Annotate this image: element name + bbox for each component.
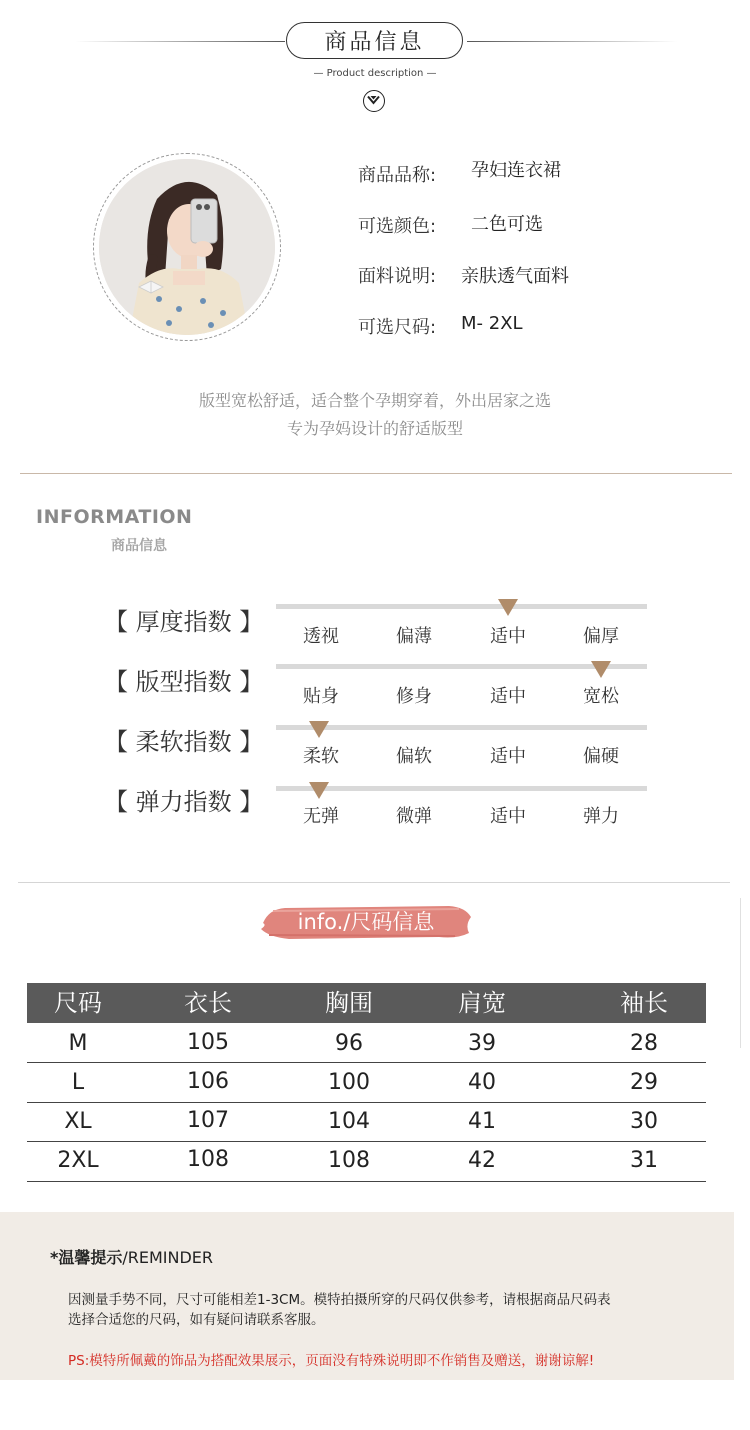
chevron-down-icon (363, 90, 385, 112)
section-title: 商品信息 (286, 22, 463, 59)
scale-option: 适中 (490, 806, 526, 827)
table-cell: 100 (328, 1070, 370, 1095)
row-divider (27, 1181, 706, 1182)
column-header: 袖长 (620, 989, 668, 1017)
table-cell: 28 (630, 1031, 658, 1056)
description-line-2: 专为孕妈设计的舒适版型 (286, 419, 463, 438)
spec-label-fabric: 面料说明: (358, 266, 437, 287)
index-label: 【 版型指数 】 (104, 668, 264, 696)
table-cell: 42 (468, 1148, 496, 1173)
description-line-1: 版型宽松舒适，适合整个孕期穿着，外出居家之选 (198, 391, 551, 410)
scale-option: 偏硬 (583, 746, 619, 767)
scale-marker (591, 661, 611, 678)
section-subtitle: — Product description — (313, 68, 437, 79)
information-subtitle: 商品信息 (111, 538, 167, 554)
index-label: 【 弹力指数 】 (104, 788, 264, 816)
scale-option: 无弹 (303, 806, 339, 827)
reminder-title (50, 1245, 213, 1268)
spec-label-color: 可选颜色: (358, 216, 437, 237)
reminder-title-en: /REMINDER (122, 1248, 214, 1267)
spec-value-size: M- 2XL (461, 313, 523, 334)
table-cell: 108 (328, 1148, 370, 1173)
scale-option: 适中 (490, 746, 526, 767)
table-cell: 107 (187, 1108, 229, 1133)
scale-marker (309, 721, 329, 738)
column-header: 胸围 (325, 989, 373, 1017)
header-divider-right (467, 41, 677, 42)
reminder-line-1: 因测量手势不同，尺寸可能相差1-3CM。模特拍摄所穿的尺码仅供参考，请根据商品尺码表 (68, 1292, 611, 1308)
table-cell: 29 (630, 1070, 658, 1095)
table-cell: M (68, 1031, 88, 1056)
table-cell: 105 (187, 1030, 229, 1055)
scale-option: 弹力 (583, 806, 619, 827)
scale-option: 透视 (303, 626, 339, 647)
column-header: 尺码 (54, 989, 102, 1017)
reminder-ps: PS:模特所佩戴的饰品为搭配效果展示，页面没有特殊说明即不作销售及赠送，谢谢谅解! (68, 1353, 595, 1369)
information-title: INFORMATION (36, 506, 193, 528)
scale-option: 贴身 (303, 686, 339, 707)
scale-option: 修身 (396, 686, 432, 707)
scale-option: 微弹 (396, 806, 432, 827)
table-cell: 104 (328, 1109, 370, 1134)
table-cell: 30 (630, 1109, 658, 1134)
table-cell: 39 (468, 1031, 496, 1056)
spec-value-color: 二色可选 (471, 214, 543, 235)
spec-value-fabric: 亲肤透气面料 (461, 266, 569, 287)
spec-label-size: 可选尺码: (358, 317, 437, 338)
model-photo (99, 159, 275, 335)
table-cell: 41 (468, 1109, 496, 1134)
size-info-title: info./尺码信息 (297, 910, 435, 934)
scale-marker (498, 599, 518, 616)
table-cell: XL (64, 1109, 92, 1134)
scale-option: 适中 (490, 626, 526, 647)
table-cell: 108 (187, 1147, 229, 1172)
table-cell: 40 (468, 1070, 496, 1095)
scale-option: 柔软 (303, 746, 339, 767)
column-header: 肩宽 (458, 989, 506, 1017)
spec-label-name: 商品品称: (358, 165, 437, 186)
reminder-line-2: 选择合适您的尺码，如有疑问请联系客服。 (68, 1312, 325, 1328)
scale-line (276, 725, 647, 730)
spec-value-name: 孕妇连衣裙 (471, 160, 561, 181)
edge-artifact (740, 898, 750, 1048)
section-divider (18, 882, 730, 883)
table-cell: 31 (630, 1148, 658, 1173)
scale-line (276, 604, 647, 609)
scale-option: 偏软 (396, 746, 432, 767)
index-label: 【 柔软指数 】 (104, 728, 264, 756)
scale-line (276, 786, 647, 791)
scale-option: 适中 (490, 686, 526, 707)
table-cell: 106 (187, 1069, 229, 1094)
column-header: 衣长 (184, 989, 232, 1017)
table-cell: L (71, 1070, 85, 1095)
scale-option: 偏厚 (583, 626, 619, 647)
section-divider (20, 473, 732, 474)
scale-marker (309, 782, 329, 799)
header-divider-left (75, 41, 285, 42)
index-label: 【 厚度指数 】 (104, 608, 264, 636)
reminder-title-cn: *温馨提示 (50, 1248, 123, 1267)
scale-option: 宽松 (583, 686, 619, 707)
table-cell: 96 (335, 1031, 363, 1056)
scale-option: 偏薄 (396, 626, 432, 647)
table-cell: 2XL (57, 1148, 99, 1173)
